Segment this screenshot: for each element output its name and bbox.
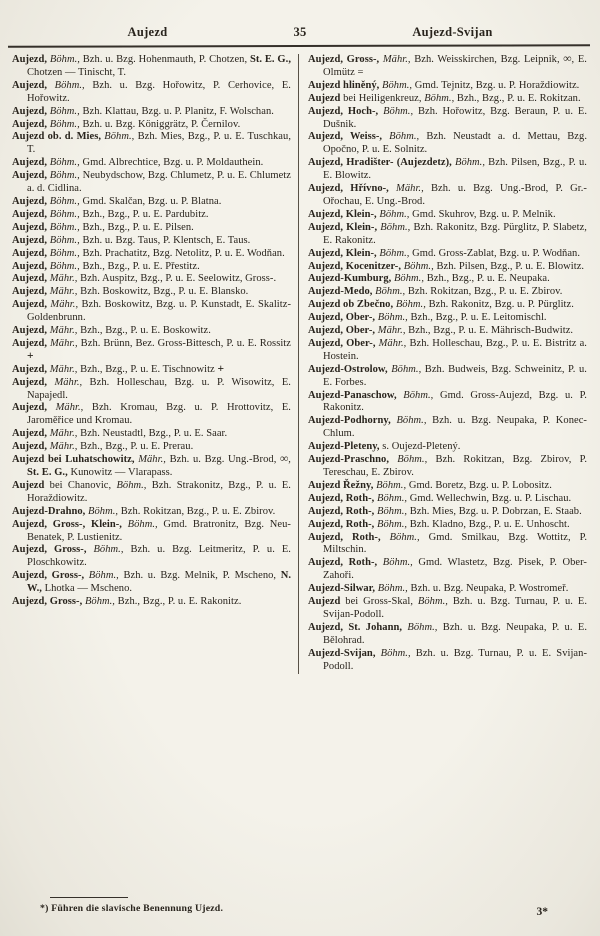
entry-segment: Mähr.,	[375, 325, 406, 337]
entry-segment: Bzh. Boskowitz, Bzg., P. u. E. Blansko.	[77, 286, 249, 298]
gazetteer-entry	[12, 544, 291, 570]
entry-segment: Gmd. Albrechtice, Bzg. u. P. Moldauthein.	[79, 157, 264, 169]
entry-segment: Bzh. Neustadtl, Bzg., P. u. E. Saar.	[77, 428, 228, 440]
entry-segment: Aujezd-Drahno,	[12, 505, 86, 517]
entry-segment: Bzh. Holleschau, Bzg., P. u. E. Bistritz a. Hostein.	[323, 337, 587, 362]
entry-segment: Aujezd, Roth-,	[308, 557, 378, 569]
gazetteer-entry	[308, 338, 587, 364]
entry-segment: Böhm.,	[47, 170, 80, 182]
entry-segment: Aujezd-Kumburg,	[308, 273, 392, 285]
entry-segment: Aujezd, Gross-, Klein-,	[12, 518, 122, 530]
gazetteer-entry	[12, 248, 291, 261]
entry-segment: St. E. G.,	[249, 54, 291, 65]
gazetteer-entry	[308, 441, 587, 454]
entry-segment: Böhm.,	[47, 221, 80, 233]
entry-segment: Bzh. Boskowitz, Bzg. u. P. Kunstadt, E. Skalitz-Goldenbrunn.	[27, 299, 291, 324]
entry-segment: Aujezd,	[12, 170, 48, 182]
gazetteer-entry	[12, 80, 291, 106]
entry-segment: Aujezd,	[12, 157, 48, 169]
gazetteer-entry	[308, 532, 587, 558]
entry-segment: Böhm.,	[47, 247, 80, 259]
entry-segment: Aujezd, Roth-,	[308, 505, 375, 517]
entry-segment: N. W.,	[27, 570, 291, 595]
entry-segment: Bzh. Budweis, Bzg. Schweinitz, P. u. E. Forbes.	[323, 363, 587, 388]
entry-segment: Aujezd, St. Johann,	[308, 621, 403, 633]
gazetteer-entry	[12, 480, 291, 506]
text-columns	[0, 47, 600, 674]
entry-segment: Böhm.,	[121, 518, 158, 530]
entry-segment: Mähr.,	[47, 402, 84, 414]
running-head-right: Aujezd-Svijan	[412, 25, 493, 39]
footnote-rule	[50, 897, 128, 898]
entry-segment: ,	[288, 454, 291, 466]
entry-segment: Böhm.,	[396, 389, 434, 401]
gazetteer-entry	[308, 106, 587, 132]
entry-segment: Aujezd,	[12, 234, 48, 246]
entry-segment: Böhm.,	[47, 195, 80, 207]
gazetteer-entry	[12, 506, 291, 519]
entry-segment: Böhm.,	[47, 234, 80, 246]
entry-segment: Bzh. u. Bzg. Hohenmauth, P. Chotzen,	[79, 54, 250, 65]
entry-segment: Aujezd, Gross-,	[12, 544, 87, 556]
entry-segment: Böhm.,	[84, 570, 119, 582]
entry-symbol: ∞	[563, 53, 572, 65]
right-column	[299, 54, 587, 674]
entry-segment: Bzh. u. Bzg. Neupaka, P. u. E. Bělohrad.	[323, 621, 587, 646]
entry-segment: Böhm.,	[47, 105, 80, 117]
entry-segment: Böhm.,	[86, 544, 124, 556]
entry-segment: Bzh. u. Bzg. Melnik, P. Mscheno,	[118, 570, 281, 582]
gazetteer-entry	[12, 261, 291, 274]
entry-segment: Bzh. u. Bzg. Neupaka, P. Konec-Chlum.	[323, 415, 587, 440]
entry-segment: Gmd. Tejnitz, Bzg. u. P. Horaždiowitz.	[412, 79, 580, 91]
entry-segment: Mähr.,	[47, 441, 78, 453]
entry-segment: Aujezd, Roth-,	[308, 518, 375, 530]
running-head-left: Aujezd	[127, 25, 168, 39]
entry-segment: Bzh., Bzg., P. u. E. Pilsen.	[79, 221, 194, 233]
entry-segment: Bzh. Rokitzan, Bzg. Zbirov, P. Tereschau, E. Zbirov.	[323, 454, 587, 478]
gazetteer-entry	[12, 235, 291, 248]
entry-segment: bei Heiligenkreuz,	[340, 92, 425, 104]
entry-segment: Bzh. Rokitzan, Bzg., P. u. E. Zbirov.	[405, 286, 563, 298]
left-column	[12, 54, 298, 674]
gazetteer-entry	[308, 209, 587, 222]
entry-segment: Bzh. Pilsen, Bzg., P. u. E. Blowitz.	[433, 260, 585, 272]
entry-segment: Aujezd,	[12, 428, 48, 440]
gazetteer-entry	[12, 286, 291, 299]
entry-segment: Bzh. Mies, Bzg. u. P. Dobrzan, E. Staab.	[407, 505, 582, 517]
gazetteer-entry	[308, 506, 587, 519]
entry-segment: Bzh. u. Bzg. Turnau, P. u. E. Svijan-Podoll.	[323, 647, 587, 672]
entry-segment: Aujezd,	[12, 376, 48, 388]
entry-segment: Böhm.,	[85, 505, 119, 517]
entry-segment: Aujezd,	[12, 247, 48, 259]
gazetteer-entry	[308, 248, 587, 261]
entry-segment: Lhotka — Mscheno.	[41, 583, 133, 595]
entry-segment: Böhm.,	[417, 596, 448, 608]
gazetteer-entry	[12, 428, 291, 441]
gazetteer-entry	[308, 93, 587, 106]
entry-segment: Aujezd ob Zbečno,	[308, 299, 394, 311]
entry-segment: Böhm.,	[401, 260, 434, 272]
entry-segment: Mähr.,	[47, 273, 78, 285]
entry-segment: Aujezd ob. d. Mies,	[12, 131, 102, 143]
entry-segment: Aujezd,	[12, 363, 48, 375]
entry-segment: Neubydschow, Bzg. Chlumetz, P. u. E. Chlumetz a. d. Cidlina.	[27, 170, 291, 195]
entry-segment: Aujezd,	[12, 221, 48, 233]
entry-segment: Bzh. Kladno, Bzg., P. u. E. Unhoscht.	[407, 518, 570, 530]
entry-segment: Aujezd-Silwar,	[308, 583, 376, 595]
entry-segment: Böhm.,	[375, 647, 411, 659]
entry-segment: Aujezd,	[12, 299, 48, 311]
entry-segment: Aujezd, Ober-,	[308, 325, 376, 337]
entry-segment: Mähr.,	[47, 337, 78, 349]
entry-segment: s. Oujezd-Pletený.	[379, 441, 461, 453]
entry-segment: Aujezd,	[12, 195, 48, 207]
entry-segment: Bzh. Klattau, Bzg. u. P. Planitz, F. Wolschan.	[79, 105, 274, 117]
gazetteer-entry	[12, 222, 291, 235]
gazetteer-entry	[308, 493, 587, 506]
entry-segment: Böhm.,	[451, 157, 486, 169]
gazetteer-entry	[308, 480, 587, 493]
entry-segment: Gmd. Wellechwin, Bzg. u. P. Lischau.	[407, 492, 572, 504]
entry-segment: Aujezd bei Luhatschowitz,	[12, 454, 135, 466]
entry-segment: Gmd. Gross-Zablat, Bzg. u. P. Wodňan.	[409, 247, 581, 259]
entry-segment: Bzh. Kromau, Bzg. u. P. Hrottovitz, E. Jaroměřice und Kromau.	[27, 402, 291, 427]
entry-segment: Aujezd,	[12, 79, 48, 91]
entry-segment: Aujezd,	[12, 105, 48, 117]
entry-segment: Gmd. Bratronitz, Bzg. Neu-Benatek, P. Lustienitz.	[27, 518, 291, 543]
gazetteer-entry	[308, 415, 587, 441]
entry-segment: Gmd. Skuhrov, Bzg. u. P. Melnik.	[409, 208, 556, 220]
entry-segment: St. E. G.,	[27, 467, 68, 478]
entry-segment: Aujezd-Medo,	[308, 286, 373, 298]
gazetteer-entry	[308, 390, 587, 416]
entry-segment: Böhm.,	[373, 479, 407, 491]
entry-segment: Böhm.,	[47, 54, 80, 65]
entry-segment: Aujezd	[308, 92, 341, 104]
gazetteer-entry	[308, 596, 587, 622]
entry-segment: Böhm.,	[382, 131, 420, 143]
gazetteer-entry	[308, 299, 587, 312]
gazetteer-entry	[12, 54, 291, 80]
entry-segment: Bzh. u. Bzg. Neupaka, P. Wostromeř.	[407, 583, 569, 595]
gazetteer-entry	[308, 312, 587, 325]
gazetteer-entry	[308, 157, 587, 183]
entry-segment: Aujezd, Roth-,	[308, 531, 381, 543]
entry-segment: Mähr.,	[47, 428, 78, 440]
gazetteer-entry	[308, 183, 587, 209]
entry-segment: Bzh. Rokitzan, Bzg., P. u. E. Zbirov.	[118, 505, 276, 517]
entry-segment: Aujezd, Klein-,	[308, 208, 377, 220]
gazetteer-entry	[308, 261, 587, 274]
gazetteer-entry	[12, 209, 291, 222]
entry-segment: Böhm.,	[393, 299, 426, 311]
entry-segment: Aujezd-Pleteny,	[308, 441, 380, 453]
entry-segment: Mähr.,	[47, 325, 78, 337]
entry-segment: Böhm.,	[380, 531, 420, 543]
entry-segment: bei Gross-Skal,	[340, 596, 418, 608]
entry-segment: Bzh. Holleschau, Bzg. u. P. Wisowitz, E. Napajedl.	[27, 376, 291, 401]
gazetteer-entry	[12, 131, 291, 157]
entry-segment: Bzh., Bzg., P. u. E. Neupaka.	[424, 273, 550, 285]
entry-segment: Aujezd, Hoch-,	[308, 105, 379, 117]
entry-segment: Aujezd, Klein-,	[308, 221, 378, 233]
entry-segment: Aujezd	[12, 479, 45, 491]
entry-segment: Bzh. u. Bzg. Turnau, P. u. E. Svijan-Podoll.	[323, 596, 587, 620]
gazetteer-entry	[12, 596, 291, 609]
entry-segment: Böhm.,	[390, 415, 427, 427]
entry-segment: Aujezd,	[12, 273, 48, 285]
entry-segment: Bzh. u. Bzg. Königgrätz, P. Černilov.	[79, 118, 241, 130]
entry-segment: Böhm.,	[374, 492, 408, 504]
entry-segment: Aujezd,	[12, 325, 48, 337]
entry-segment: Böhm.,	[379, 79, 413, 91]
entry-segment: Mähr.,	[134, 454, 166, 466]
entry-segment: Gmd. Gross-Aujezd, Bzg. u. P. Rakonitz.	[323, 389, 587, 414]
entry-segment: Bzh. u. Bzg. Ung.-Brod,	[165, 454, 281, 466]
footnote-text: *) Führen die slavische Benennung Ujezd.	[40, 903, 224, 914]
gazetteer-entry	[308, 325, 587, 338]
gazetteer-entry	[12, 441, 291, 454]
entry-segment: Böhm.,	[389, 454, 428, 466]
entry-segment: Aujezd, Hradišter- (Aujezdetz),	[308, 157, 452, 169]
entry-segment: Mähr.,	[375, 337, 407, 349]
entry-segment: Bzh., Bzg., P. u. E. Prerau.	[77, 441, 194, 453]
gazetteer-entry	[12, 338, 291, 364]
entry-segment: Böhm.,	[374, 505, 408, 517]
entry-segment: Aujezd-Praschno,	[308, 454, 390, 466]
entry-segment: Böhm.,	[47, 157, 80, 169]
entry-segment: Bzh. Brünn, Bez. Gross-Bittesch, P. u. E. Rossitz	[77, 337, 291, 349]
entry-segment: Aujezd, Klein-,	[308, 247, 377, 259]
gazetteer-entry	[12, 402, 291, 428]
entry-segment: Aujezd, Gross-,	[12, 596, 83, 608]
entry-segment: Bzh. u. Bzg. Ung.-Brod, P. Gr.-Ořochau, E. Ung.-Brod.	[323, 183, 587, 207]
entry-segment: Böhm.,	[376, 247, 410, 259]
page-number: 35	[293, 25, 307, 39]
entry-segment: Aujezd,	[12, 260, 48, 272]
entry-segment: Böhm.,	[402, 621, 438, 633]
gazetteer-entry	[308, 622, 587, 648]
entry-segment: Bzh. Hořowitz, Bzg. Beraun, P. u. E. Dušnik.	[323, 105, 587, 130]
entry-segment: Bzh. Prachatitz, Bzg. Netolitz, P. u. E. Wodňan.	[79, 247, 285, 259]
gazetteer-entry	[12, 519, 291, 545]
entry-segment: Aujezd, Ober-,	[308, 312, 376, 324]
gazetteer-entry	[12, 454, 291, 480]
gazetteer-entry	[308, 583, 587, 596]
entry-segment: Böhm.,	[47, 260, 80, 272]
entry-segment: Gmd. Smilkau, Bzg. Wottitz, P. Miltschin.	[323, 531, 587, 556]
entry-segment: Bzh. Strakonitz, Bzg., P. u. E. Horaždiowitz.	[27, 479, 291, 504]
entry-segment: Aujezd,	[12, 118, 48, 130]
entry-segment: Aujezd Řežny,	[308, 479, 374, 491]
gazetteer-entry	[12, 170, 291, 196]
entry-segment: Böhm.,	[377, 221, 411, 233]
gazetteer-entry	[12, 325, 291, 338]
gazetteer-entry	[308, 648, 587, 674]
gazetteer-entry	[308, 364, 587, 390]
entry-segment: Gmd. Skalčan, Bzg. u. P. Blatna.	[79, 195, 222, 207]
entry-segment: Gmd. Boretz, Bzg. u. P. Lobositz.	[406, 479, 552, 491]
entry-segment: Mähr.,	[47, 286, 78, 298]
entry-segment: Bzh., Bzg., P. u. E. Leitomischl.	[407, 312, 547, 324]
entry-segment: Bzh., Bzg., P. u. E. Rakonitz.	[115, 596, 242, 608]
entry-segment: Böhm.,	[387, 363, 422, 375]
entry-segment: Aujezd, Roth-,	[308, 492, 375, 504]
entry-segment: Bzh. u. Bzg. Taus, P. Klentsch, E. Taus.	[79, 234, 251, 246]
entry-segment: Bzh. Weisskirchen, Bzg. Leipnik,	[410, 54, 564, 65]
entry-segment: bei Chanovic,	[44, 479, 117, 491]
entry-segment: Böhm.,	[47, 118, 80, 130]
signature-mark: 3*	[536, 906, 548, 918]
entry-segment: Bzh., Bzg., P. u. E. Pardubitz.	[79, 208, 209, 220]
entry-segment: Böhm.,	[375, 583, 408, 595]
entry-segment: Gmd. Wlastetz, Bzg. Pisek, P. Ober-Zahoři.	[323, 557, 587, 582]
entry-segment: Böhm.,	[47, 208, 80, 220]
entry-segment: Bzh. Rakonitz, Bzg. Pürglitz, P. Slabetz, E. Rakonitz.	[323, 221, 587, 246]
gazetteer-entry	[308, 519, 587, 532]
gazetteer-entry	[12, 106, 291, 119]
entry-segment: Kunowitz — Vlarapass.	[67, 467, 173, 478]
entry-segment: Mähr.,	[47, 299, 79, 311]
entry-segment: Aujezd,	[12, 402, 48, 414]
entry-segment: Aujezd	[308, 596, 341, 608]
entry-segment: Mähr.,	[388, 183, 424, 195]
entry-segment: Böhm.,	[375, 312, 408, 324]
entry-segment: Böhm.,	[424, 92, 455, 104]
entry-segment: Aujezd, Hřívno-,	[308, 183, 389, 195]
gazetteer-entry	[308, 131, 587, 157]
entry-segment: Aujezd,	[12, 208, 48, 220]
entry-segment: Aujezd-Svijan,	[308, 647, 376, 659]
entry-segment: Bzh., Bzg., P. u. E. Tischnowitz	[77, 363, 218, 375]
gazetteer-entry	[308, 54, 587, 80]
entry-segment: Aujezd, Kocenitzer-,	[308, 260, 402, 272]
gazetteer-entry	[12, 196, 291, 209]
entry-symbol: +	[27, 349, 34, 362]
gazetteer-entry	[12, 364, 291, 377]
entry-segment: Bzh., Bzg., P. u. E. Mährisch-Budwitz.	[405, 325, 574, 337]
gazetteer-entry	[12, 570, 291, 596]
entry-segment: Böhm.,	[378, 105, 414, 117]
entry-segment: Bzh. Auspitz, Bzg., P. u. E. Seelowitz, Gross-.	[77, 273, 277, 285]
entry-segment: Böhm.,	[372, 286, 406, 298]
gazetteer-entry	[12, 273, 291, 286]
entry-segment: Bzh. Pilsen, Bzg., P. u. E. Blowitz.	[323, 157, 587, 182]
entry-segment: Aujezd-Ostrolow,	[308, 363, 388, 375]
entry-segment: Mähr.,	[379, 54, 411, 65]
entry-segment: Aujezd,	[12, 441, 48, 453]
entry-segment: Böhm.,	[377, 557, 413, 569]
gazetteer-entry	[308, 286, 587, 299]
entry-segment: Aujezd-Panaschow,	[308, 389, 397, 401]
entry-segment: , E. Olmütz =	[323, 54, 587, 78]
gazetteer-entry	[308, 222, 587, 248]
entry-segment: Bzh. u. Bzg. Leitmeritz, P. u. E. Ploschkowitz.	[27, 544, 291, 569]
entry-segment: Aujezd,	[12, 337, 48, 349]
entry-symbol: +	[217, 362, 225, 375]
entry-segment: Aujezd hliněný,	[308, 79, 380, 91]
entry-segment: Aujezd, Gross-,	[12, 570, 85, 582]
entry-segment: Bzh. Rakonitz, Bzg. u. P. Pürglitz.	[425, 299, 574, 311]
gazetteer-entry	[308, 557, 587, 583]
entry-segment: Böhm.,	[47, 79, 85, 91]
entry-segment: Bzh., Bzg., P. u. E. Boskowitz.	[77, 325, 211, 337]
gazetteer-entry	[12, 157, 291, 170]
entry-segment: Böhm.,	[376, 208, 410, 220]
entry-segment: Böhm.,	[391, 273, 425, 285]
entry-segment: Bzh., Bzg., P. u. E. Přestitz.	[79, 260, 200, 272]
entry-segment: Aujezd,	[12, 286, 48, 298]
entry-segment: Böhm.,	[116, 479, 147, 491]
entry-segment: Aujezd, Weiss-,	[308, 131, 383, 143]
entry-segment: Mähr.,	[47, 376, 83, 388]
gazetteer-entry	[12, 299, 291, 325]
entry-segment: Aujezd-Podhorny,	[308, 415, 391, 427]
entry-segment: Böhm.,	[82, 596, 115, 608]
entry-segment: Böhm.,	[101, 131, 135, 143]
entry-symbol: ∞	[280, 453, 289, 466]
entry-segment: Bzh., Bzg., P. u. E. Rokitzan.	[454, 92, 581, 104]
gazetteer-entry	[308, 80, 587, 93]
entry-segment: Bzh. Neustadt a. d. Mettau, Bzg. Opočno, P. u. E. Solnitz.	[323, 131, 587, 156]
entry-segment: Aujezd, Ober-,	[308, 337, 376, 349]
entry-segment: Böhm.,	[374, 518, 408, 530]
entry-segment: Aujezd, Gross-,	[308, 54, 380, 65]
entry-segment: Mähr.,	[47, 363, 78, 375]
gazetteer-entry	[308, 454, 587, 480]
entry-segment: Bzh. Mies, Bzg., P. u. E. Tuschkau, T.	[27, 131, 291, 156]
entry-segment: Aujezd,	[12, 54, 48, 65]
page-header	[0, 0, 600, 44]
entry-segment: Chotzen — Tinischt, T.	[27, 66, 127, 78]
entry-segment: Bzh. u. Bzg. Hořowitz, P. Cerhovice, E. Hořowitz.	[27, 79, 291, 104]
gazetteer-entry	[308, 273, 587, 286]
gazetteer-entry	[12, 377, 291, 403]
gazetteer-entry	[12, 119, 291, 132]
